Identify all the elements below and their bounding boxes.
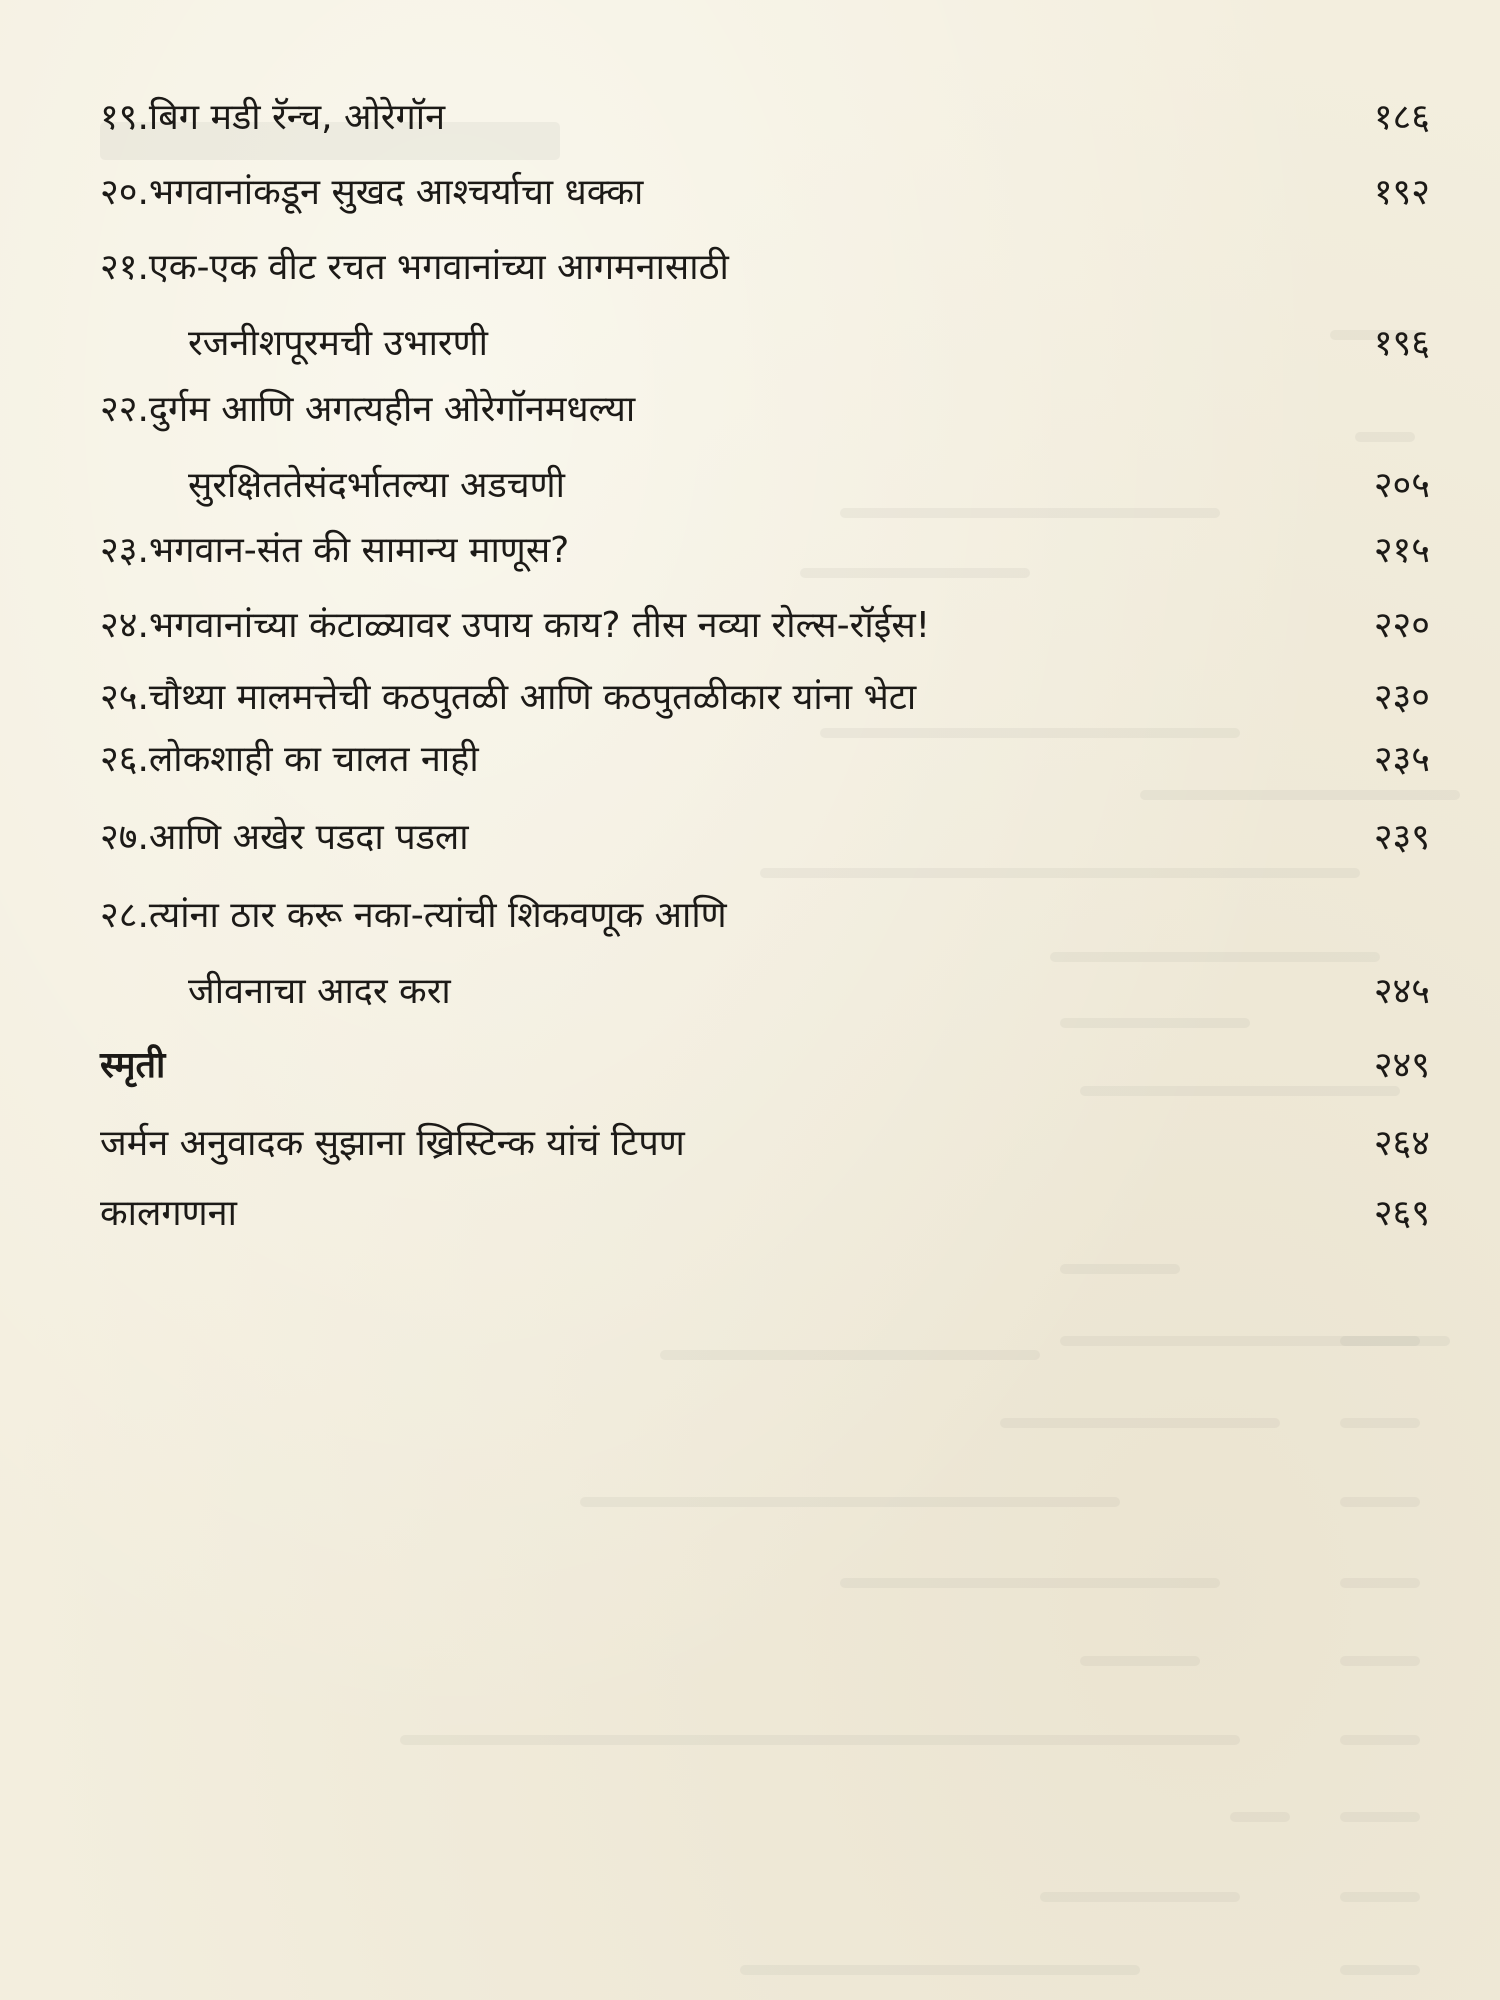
section-title: कालगणना (100, 1193, 237, 1234)
toc-entry-26 (100, 722, 1430, 798)
page-number: २६४ (1373, 1123, 1430, 1164)
page-number: २४५ (1373, 971, 1430, 1012)
chapter-title-continued: जीवनाचा आदर करा (188, 971, 451, 1012)
chapter-title-continued: सुरक्षिततेसंदर्भातल्या अडचणी (188, 465, 565, 506)
page-number: २२० (1373, 605, 1430, 646)
chapter-number: २५. (100, 677, 149, 718)
chapter-number: २७. (100, 817, 149, 858)
chapter-number: २८. (100, 895, 149, 936)
chapter-title: चौथ्या मालमत्तेची कठपुतळी आणि कठपुतळीकार यांना भेटा (148, 677, 917, 718)
toc-entry-19 (100, 80, 1430, 156)
chapter-title: भगवान-संत की सामान्य माणूस? (148, 530, 570, 571)
chapter-title: लोकशाही का चालत नाही (148, 739, 479, 780)
chapter-title: बिग मडी रॅन्च, ओरेगॉन (148, 97, 446, 138)
toc-entry-21 (100, 230, 1430, 382)
toc-entry-27 (100, 800, 1430, 876)
page-number: २१५ (1373, 530, 1430, 571)
chapter-title: दुर्गम आणि अगत्यहीन ओरेगॉनमधल्या (148, 389, 636, 430)
page-number: १८६ (1373, 97, 1430, 138)
page-number: २३५ (1373, 739, 1430, 780)
page-number: २६९ (1373, 1193, 1430, 1234)
chapter-number: १९. (100, 97, 149, 138)
toc-entry-20 (100, 155, 1430, 231)
chapter-number: २६. (100, 739, 149, 780)
chapter-title: त्यांना ठार करू नका-त्यांची शिकवणूक आणि (148, 895, 727, 936)
page-number: २३० (1373, 677, 1430, 718)
page-number: १९२ (1373, 172, 1430, 213)
toc-entry-translator-note (100, 1106, 1430, 1182)
chapter-title: एक-एक वीट रचत भगवानांच्या आगमनासाठी (148, 247, 729, 288)
toc-entry-22 (100, 372, 1430, 524)
toc-entry-chronology (100, 1176, 1430, 1252)
chapter-number: २२. (100, 389, 149, 430)
chapter-title: आणि अखेर पडदा पडला (148, 817, 469, 858)
toc-entry-24 (100, 588, 1430, 664)
chapter-title: भगवानांकडून सुखद आश्चर्याचा धक्का (148, 172, 644, 213)
page-number: २४९ (1373, 1045, 1430, 1086)
toc-entry-28 (100, 878, 1430, 1030)
chapter-number: २४. (100, 605, 149, 646)
chapter-number: २३. (100, 530, 149, 571)
toc-entry-smruti (100, 1028, 1430, 1104)
page-number: २०५ (1373, 465, 1430, 506)
page-number: १९६ (1373, 323, 1430, 364)
section-title: स्मृती (100, 1045, 166, 1086)
section-title: जर्मन अनुवादक सुझाना ख्रिस्टिन्क यांचं टिपण (100, 1123, 685, 1164)
chapter-number: २०. (100, 172, 149, 213)
toc-entry-23 (100, 513, 1430, 589)
chapter-title: भगवानांच्या कंटाळ्यावर उपाय काय? तीस नव्या रोल्स-रॉईस! (148, 605, 931, 646)
page-number: २३९ (1373, 817, 1430, 858)
chapter-title-continued: रजनीशपूरमची उभारणी (188, 323, 488, 364)
chapter-number: २१. (100, 247, 149, 288)
